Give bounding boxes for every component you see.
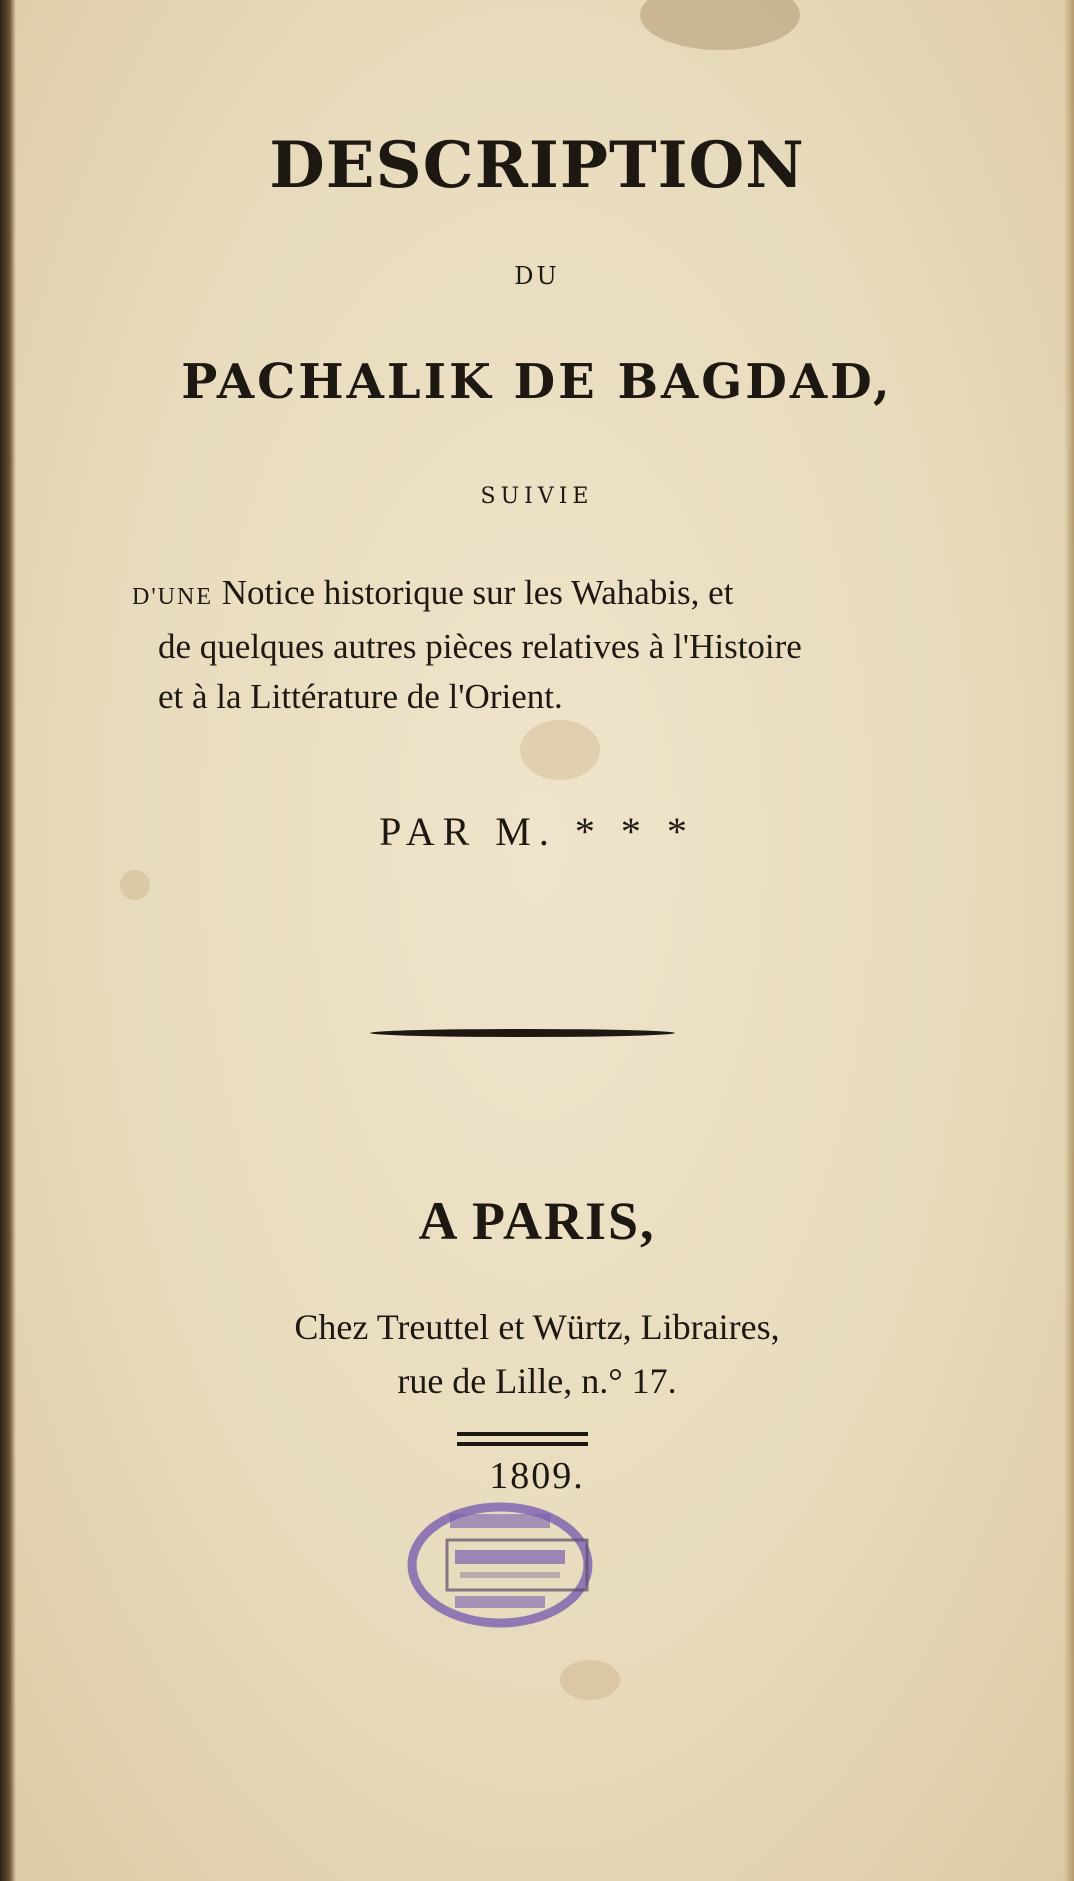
notice-line-1: Notice historique sur les Wahabis, et bbox=[221, 573, 734, 612]
subject-heading: PACHALIK DE BAGDAD, bbox=[181, 354, 893, 410]
notice-line-3: et à la Littérature de l'Orient. bbox=[158, 677, 563, 716]
author-line: PAR M. * * * bbox=[379, 809, 695, 854]
library-stamp-icon bbox=[405, 1500, 595, 1630]
double-rule-bottom bbox=[457, 1442, 588, 1446]
du-label: DU bbox=[514, 262, 560, 290]
ornamental-rule bbox=[370, 1029, 675, 1037]
foxing-stain bbox=[640, 0, 800, 50]
foxing-stain bbox=[520, 720, 600, 780]
notice-prefix: D'UNE bbox=[132, 584, 213, 610]
notice-line-2: de quelques autres pièces relatives à l'Histoire bbox=[158, 627, 802, 666]
publication-year: 1809. bbox=[489, 1455, 585, 1497]
publisher-line: Chez Treuttel et Würtz, Libraires, bbox=[294, 1307, 780, 1347]
place-of-publication: A PARIS, bbox=[418, 1191, 656, 1251]
notice-paragraph bbox=[132, 568, 952, 722]
title: DESCRIPTION bbox=[269, 128, 805, 203]
foxing-stain bbox=[120, 870, 150, 900]
suivie-label: SUIVIE bbox=[480, 484, 594, 509]
foxing-stain bbox=[560, 1660, 620, 1700]
address-line: rue de Lille, n.° 17. bbox=[397, 1361, 677, 1401]
double-rule-top bbox=[457, 1432, 588, 1436]
